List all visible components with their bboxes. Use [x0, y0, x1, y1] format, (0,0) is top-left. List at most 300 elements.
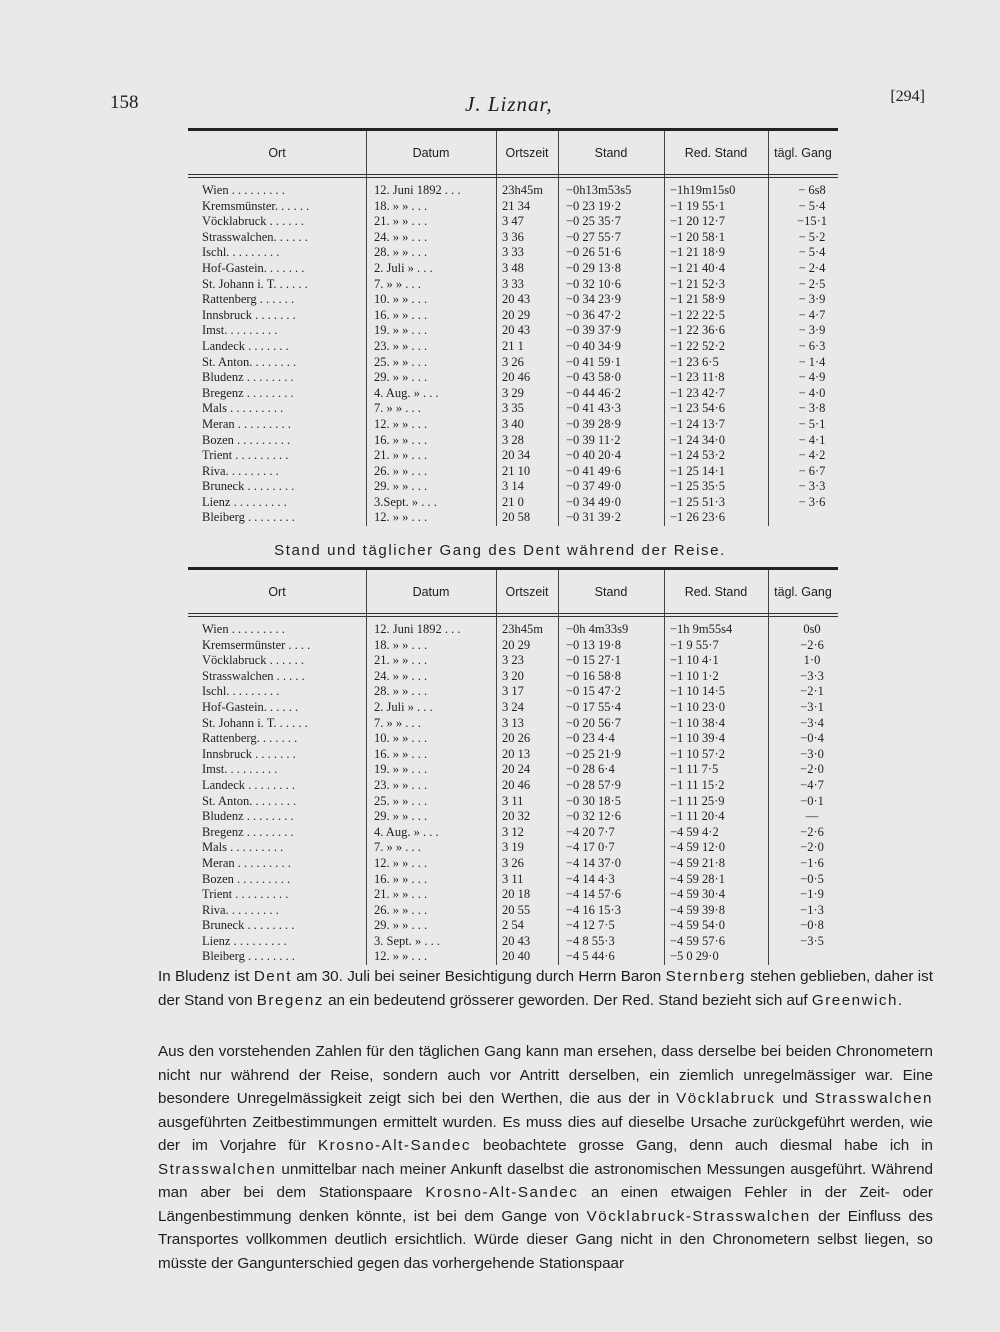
- table-cell: 21. » » . . .: [374, 214, 428, 229]
- table-cell: −0 31 39·2: [566, 510, 621, 525]
- column-header: tägl. Gang: [774, 146, 832, 160]
- column-rule: [366, 131, 367, 175]
- table-cell: −4 59 21·8: [670, 855, 725, 870]
- table-row: [188, 872, 838, 888]
- table-cell: −4 59 28·1: [670, 871, 725, 886]
- table-cell: − 4·7: [798, 307, 826, 322]
- table-cell: 20 29: [502, 637, 531, 652]
- page-number: 158: [110, 92, 139, 113]
- table-cell: Hof-Gastein. . . . . . .: [202, 260, 305, 275]
- table-cell: −4 12 7·5: [566, 918, 615, 933]
- table-cell: 7. » » . . .: [374, 276, 421, 291]
- table-cell: −1 21 58·9: [670, 292, 725, 307]
- table-cell: Imst. . . . . . . . .: [202, 762, 278, 777]
- column-header: Ortszeit: [505, 146, 549, 160]
- table-cell: Bregenz . . . . . . . .: [202, 385, 294, 400]
- table-cell: Lienz . . . . . . . . .: [202, 933, 287, 948]
- table-cell: −0 29 13·8: [566, 260, 621, 275]
- table-cell: −2·0: [800, 840, 824, 855]
- table-cell: Bruneck . . . . . . . .: [202, 479, 295, 494]
- table-cell: 29. » » . . .: [374, 479, 428, 494]
- table-cell: 29. » » . . .: [374, 918, 428, 933]
- table-cell: 3 28: [502, 432, 524, 447]
- table-cell: −0 41 49·6: [566, 463, 621, 478]
- table-cell: 21 0: [502, 494, 524, 509]
- table-row: [188, 809, 838, 825]
- table-cell: 29. » » . . .: [374, 809, 428, 824]
- table-cell: 3 29: [502, 385, 524, 400]
- table-cell: −2·0: [800, 762, 824, 777]
- table-cell: 3 20: [502, 668, 524, 683]
- table-cell: Bregenz . . . . . . . .: [202, 824, 294, 839]
- table-cell: −0 26 51·6: [566, 245, 621, 260]
- table-cell: St. Anton. . . . . . . .: [202, 793, 297, 808]
- table-row: [188, 386, 838, 402]
- table-cell: 23. » » . . .: [374, 777, 428, 792]
- table-cell: −0h13m53s5: [566, 183, 632, 197]
- table-cell: 3 26: [502, 354, 524, 369]
- table-cell: 28. » » . . .: [374, 245, 428, 260]
- table-cell: 3 17: [502, 684, 524, 699]
- column-header: Stand: [594, 585, 628, 599]
- table-cell: −1 10 1·2: [670, 668, 719, 683]
- table-cell: Hof-Gastein. . . . . .: [202, 699, 299, 714]
- spaced-name: Strasswalchen: [158, 1160, 277, 1178]
- table-row: [188, 887, 838, 903]
- table-cell: Riva. . . . . . . . .: [202, 902, 279, 917]
- table-cell: −4 59 54·0: [670, 918, 725, 933]
- table-row: [188, 308, 838, 324]
- table-cell: 12. » » . . .: [374, 949, 428, 964]
- table-row: [188, 448, 838, 464]
- table-cell: 20 40: [502, 949, 531, 964]
- table-row: [188, 292, 838, 308]
- text-run: der Einfluss des Transportes vollkommen deutlich ersichtlich. Würde dieser Gang nicht in den Chronometern selbst liegen, so müsste der Gangunterschied gegen das vorhergehende Stationspaar: [158, 1207, 933, 1272]
- table-cell: −3·0: [800, 746, 824, 761]
- table-cell: 20 13: [502, 746, 531, 761]
- table-cell: −3·1: [800, 699, 824, 714]
- column-header: Ort: [268, 585, 286, 599]
- table-cell: Mals . . . . . . . . .: [202, 401, 284, 416]
- table-cell: Bleiberg . . . . . . . .: [202, 949, 295, 964]
- table-cell: −0 28 57·9: [566, 777, 621, 792]
- table-row: [188, 653, 838, 669]
- table-cell: 20 32: [502, 809, 531, 824]
- table-cell: −0 28 6·4: [566, 762, 615, 777]
- table-cell: −4 59 30·4: [670, 887, 725, 902]
- text-run: In Bludenz ist: [158, 968, 254, 985]
- table-cell: −0·5: [800, 871, 824, 886]
- table-cell: − 6·7: [798, 463, 826, 478]
- table-cell: −1 9 55·7: [670, 637, 719, 652]
- spaced-name: Bregenz: [256, 991, 324, 1009]
- table-cell: −1·6: [800, 855, 824, 870]
- table-row: [188, 199, 838, 215]
- table-cell: −0 20 56·7: [566, 715, 621, 730]
- table-cell: 3 35: [502, 401, 524, 416]
- table-cell: −15·1: [797, 214, 827, 229]
- table-cell: −1 25 35·5: [670, 479, 725, 494]
- text-run: und: [775, 1090, 815, 1107]
- table-cell: Trient . . . . . . . . .: [202, 887, 289, 902]
- column-rule: [558, 570, 559, 614]
- table-cell: Meran . . . . . . . . .: [202, 855, 291, 870]
- table-cell: − 5·1: [798, 416, 826, 431]
- spaced-name: Vöcklabruck-Strasswalchen: [586, 1207, 811, 1225]
- table-cell: 3 48: [502, 260, 524, 275]
- table-row: [188, 370, 838, 386]
- table-cell: − 6s8: [798, 183, 826, 197]
- column-header: Stand: [594, 146, 628, 160]
- column-rule: [768, 131, 769, 175]
- table-cell: 10. » » . . .: [374, 292, 428, 307]
- column-rule: [366, 570, 367, 614]
- spaced-name: Strasswalchen: [814, 1090, 933, 1107]
- table-cell: −1 20 58·1: [670, 229, 725, 244]
- table-cell: Riva. . . . . . . . .: [202, 463, 279, 478]
- table-cell: 7. » » . . .: [374, 401, 421, 416]
- table-cell: —: [805, 809, 819, 824]
- table-cell: 20 29: [502, 307, 531, 322]
- table-cell: 21 10: [502, 463, 531, 478]
- table-cell: − 5·2: [798, 229, 826, 244]
- table-cell: 3 40: [502, 416, 524, 431]
- table-cell: 21. » » . . .: [374, 653, 428, 668]
- table-cell: 16. » » . . .: [374, 307, 428, 322]
- table-cell: −4 59 12·0: [670, 840, 725, 855]
- table-cell: Bludenz . . . . . . . .: [202, 370, 294, 385]
- table-dent-chronometer-2: [188, 567, 838, 965]
- table-cell: 19. » » . . .: [374, 762, 428, 777]
- table-cell: −0 15 27·1: [566, 653, 621, 668]
- table-cell: − 6·3: [798, 338, 826, 353]
- table-cell: −0 39 37·9: [566, 323, 621, 338]
- table-cell: −1 11 25·9: [670, 793, 725, 808]
- table-cell: Trient . . . . . . . . .: [202, 448, 289, 463]
- page-reference: [294]: [890, 88, 925, 105]
- table-cell: 3 47: [502, 214, 524, 229]
- table-cell: −0 30 18·5: [566, 793, 621, 808]
- table-cell: −0 25 35·7: [566, 214, 621, 229]
- table-row: [188, 949, 838, 965]
- paragraph-2: [158, 1040, 933, 1275]
- table-cell: 3 26: [502, 855, 524, 870]
- table-row: [188, 230, 838, 246]
- table-cell: −1 24 13·7: [670, 416, 725, 431]
- table-cell: −1·9: [800, 887, 824, 902]
- table-cell: Bleiberg . . . . . . . .: [202, 510, 295, 525]
- table-cell: −4 14 37·0: [566, 855, 621, 870]
- table-cell: −0 36 47·2: [566, 307, 621, 322]
- table-cell: −0·4: [800, 731, 824, 746]
- table-cell: −4 59 57·6: [670, 933, 725, 948]
- table-cell: −0 39 28·9: [566, 416, 621, 431]
- table-row: [188, 277, 838, 293]
- table-cell: −1 23 54·6: [670, 401, 725, 416]
- table-cell: Kremsermünster . . . .: [202, 637, 311, 652]
- table-cell: 2. Juli » . . .: [374, 699, 433, 714]
- table-cell: Mals . . . . . . . . .: [202, 840, 284, 855]
- table-cell: −0 43 58·0: [566, 370, 621, 385]
- table-cell: −0 34 23·9: [566, 292, 621, 307]
- spaced-name: Sternberg: [665, 968, 746, 985]
- table-cell: 23. » » . . .: [374, 338, 428, 353]
- table-cell: −1 25 14·1: [670, 463, 725, 478]
- table-cell: 10. » » . . .: [374, 731, 428, 746]
- table-dent-chronometer-1: [188, 128, 838, 526]
- table-cell: −0 13 19·8: [566, 637, 621, 652]
- table-cell: −2·1: [800, 684, 824, 699]
- table-cell: 16. » » . . .: [374, 432, 428, 447]
- table-cell: −0 32 12·6: [566, 809, 621, 824]
- table-cell: −4 14 4·3: [566, 871, 615, 886]
- table-cell: 2 54: [502, 918, 524, 933]
- table-cell: 21. » » . . .: [374, 448, 428, 463]
- table-cell: 21. » » . . .: [374, 887, 428, 902]
- table-cell: 20 58: [502, 510, 531, 525]
- table-header: [188, 128, 838, 175]
- table-cell: −1h19m15s0: [670, 183, 736, 197]
- table-cell: −0 32 10·6: [566, 276, 621, 291]
- table-cell: −0 41 59·1: [566, 354, 621, 369]
- table-cell: −1·3: [800, 902, 824, 917]
- column-rule: [664, 570, 665, 614]
- column-rule: [558, 131, 559, 175]
- table-cell: −0 23 19·2: [566, 198, 621, 213]
- table-row: [188, 840, 838, 856]
- table-cell: 26. » » . . .: [374, 902, 428, 917]
- table-cell: −4·7: [800, 777, 824, 792]
- text-run: .: [897, 991, 903, 1009]
- table-body: [188, 622, 838, 965]
- table-cell: 20 18: [502, 887, 531, 902]
- table-cell: −1 21 52·3: [670, 276, 725, 291]
- table-cell: −4 20 7·7: [566, 824, 615, 839]
- table-cell: 20 43: [502, 323, 531, 338]
- table-cell: Vöcklabruck . . . . . .: [202, 653, 305, 668]
- text-run: Aus den vorstehenden Zahlen für den täglichen Gang kann man ersehen, dass derselbe bei beiden Chronometern nicht nur während der Reise, sondern auch vor Antritt derselben, ein ziemlich unregelmässiger war. Eine besondere Unregelmässigkeit zeigt sich bei den Werthen, die aus der in: [158, 1043, 933, 1107]
- table-cell: −0 37 49·0: [566, 479, 621, 494]
- table-cell: Landeck . . . . . . .: [202, 338, 289, 353]
- table-row: [188, 495, 838, 511]
- table-cell: −0 44 46·2: [566, 385, 621, 400]
- table-cell: Vöcklabruck . . . . . .: [202, 214, 305, 229]
- table-row: [188, 716, 838, 732]
- table-cell: −1 25 51·3: [670, 494, 725, 509]
- table-cell: − 4·9: [798, 370, 826, 385]
- table-row: [188, 700, 838, 716]
- table-cell: −0h 4m33s9: [566, 622, 629, 636]
- column-header: Datum: [412, 585, 450, 599]
- column-rule: [496, 131, 497, 175]
- table-row: [188, 778, 838, 794]
- table-cell: −4 8 55·3: [566, 933, 615, 948]
- table-cell: −2·6: [800, 824, 824, 839]
- table-row: [188, 339, 838, 355]
- table-row: [188, 684, 838, 700]
- table-row: [188, 355, 838, 371]
- table-row: [188, 747, 838, 763]
- table-cell: −0 16 58·8: [566, 668, 621, 683]
- table-cell: −0 41 43·3: [566, 401, 621, 416]
- table-cell: −1 10 4·1: [670, 653, 719, 668]
- table-cell: 12. Juni 1892 . . .: [374, 622, 461, 636]
- table-body: [188, 183, 838, 526]
- column-header: Ortszeit: [505, 585, 549, 599]
- table-cell: −5 0 29·0: [670, 949, 719, 964]
- table-cell: −4 16 15·3: [566, 902, 621, 917]
- table-row: [188, 261, 838, 277]
- column-rule: [768, 570, 769, 614]
- table-cell: −4 17 0·7: [566, 840, 615, 855]
- table-row: [188, 622, 838, 638]
- table-cell: 3.Sept. » . . .: [374, 494, 437, 509]
- table-cell: 3 13: [502, 715, 524, 730]
- table-cell: 26. » » . . .: [374, 463, 428, 478]
- table-cell: − 3·9: [798, 292, 826, 307]
- table-cell: − 3·9: [798, 323, 826, 338]
- table-cell: −4 59 4·2: [670, 824, 719, 839]
- table-cell: −0·8: [800, 918, 824, 933]
- table-cell: −4 14 57·6: [566, 887, 621, 902]
- table-cell: St. Anton. . . . . . . .: [202, 354, 297, 369]
- table-row: [188, 794, 838, 810]
- text-run: an einen etwaigen Fehler in der Zeit- oder Längenbestimmung denken könnte, ist bei dem Gange von: [158, 1184, 933, 1225]
- header-rule: [188, 616, 838, 617]
- table-cell: −1h 9m55s4: [670, 622, 733, 636]
- table-cell: 28. » » . . .: [374, 684, 428, 699]
- table-cell: −1 24 53·2: [670, 448, 725, 463]
- table-cell: 24. » » . . .: [374, 229, 428, 244]
- table-cell: 12. Juni 1892 . . .: [374, 183, 461, 197]
- table-cell: −0 15 47·2: [566, 684, 621, 699]
- table-cell: − 1·4: [798, 354, 826, 369]
- table-cell: 20 43: [502, 292, 531, 307]
- table-cell: 12. » » . . .: [374, 416, 428, 431]
- table-cell: −1 22 22·5: [670, 307, 725, 322]
- table-cell: Bruneck . . . . . . . .: [202, 918, 295, 933]
- table-cell: 20 46: [502, 777, 531, 792]
- table-cell: − 4·0: [798, 385, 826, 400]
- table-cell: 3 12: [502, 824, 524, 839]
- table-cell: −0 40 34·9: [566, 338, 621, 353]
- column-header: Red. Stand: [684, 146, 748, 160]
- table-cell: Meran . . . . . . . . .: [202, 416, 291, 431]
- table-cell: 3 33: [502, 245, 524, 260]
- table-cell: − 5·4: [798, 198, 826, 213]
- table-cell: 4. Aug. » . . .: [374, 824, 439, 839]
- table-row: [188, 214, 838, 230]
- table-cell: Lienz . . . . . . . . .: [202, 494, 287, 509]
- table-cell: −1 20 12·7: [670, 214, 725, 229]
- table-cell: 3 36: [502, 229, 524, 244]
- table-cell: −1 23 11·8: [670, 370, 725, 385]
- table-cell: 20 34: [502, 448, 531, 463]
- table-cell: −0 39 11·2: [566, 432, 621, 447]
- table-cell: Rattenberg . . . . . .: [202, 292, 295, 307]
- table-cell: −3·3: [800, 668, 824, 683]
- table-cell: −0 27 55·7: [566, 229, 621, 244]
- table-cell: 4. Aug. » . . .: [374, 385, 439, 400]
- spaced-name: Vöcklabruck: [676, 1090, 776, 1107]
- table-cell: −0 17 55·4: [566, 699, 621, 714]
- table-cell: 18. » » . . .: [374, 637, 428, 652]
- text-run: beobachtete grosse Gang, denn auch diesmal habe ich in: [470, 1137, 933, 1154]
- table-cell: Ischl. . . . . . . . .: [202, 684, 280, 699]
- table-cell: 3. Sept. » . . .: [374, 933, 440, 948]
- table-cell: 7. » » . . .: [374, 715, 421, 730]
- table-cell: − 3·8: [798, 401, 826, 416]
- table-row: [188, 903, 838, 919]
- table-cell: 20 46: [502, 370, 531, 385]
- table-cell: −4 59 39·8: [670, 902, 725, 917]
- table-cell: 29. » » . . .: [374, 370, 428, 385]
- table-cell: 25. » » . . .: [374, 793, 428, 808]
- table-cell: 16. » » . . .: [374, 746, 428, 761]
- table-row: [188, 401, 838, 417]
- table-cell: 3 24: [502, 699, 524, 714]
- table-cell: St. Johann i. T. . . . . .: [202, 276, 308, 291]
- table-cell: 3 11: [502, 871, 524, 886]
- header-rule: [188, 177, 838, 178]
- running-author: J. Liznar,: [465, 92, 553, 116]
- table-cell: 12. » » . . .: [374, 510, 428, 525]
- table-cell: Innsbruck . . . . . . .: [202, 307, 296, 322]
- table-row: [188, 245, 838, 261]
- table-cell: −1 24 34·0: [670, 432, 725, 447]
- table-cell: −1 11 15·2: [670, 777, 725, 792]
- table-row: [188, 510, 838, 526]
- text-run: ausgeführten Zeitbestimmungen ermittelt wurden. Es muss dies auf dieselbe Ursache zurückgeführt werden, wie der im Vorjahre für: [158, 1113, 933, 1154]
- table-cell: −0 25 21·9: [566, 746, 621, 761]
- table-row: [188, 433, 838, 449]
- table-cell: 12. » » . . .: [374, 855, 428, 870]
- table-cell: Ischl. . . . . . . . .: [202, 245, 280, 260]
- spaced-name: Krosno-Alt-Sandec: [425, 1184, 579, 1201]
- text-run: am 30. Juli bei seiner Besichtigung durch Herrn Baron: [291, 968, 666, 985]
- table-cell: Kremsmünster. . . . . .: [202, 198, 310, 213]
- table-cell: 20 55: [502, 902, 531, 917]
- table-row: [188, 669, 838, 685]
- table-cell: −4 5 44·6: [566, 949, 615, 964]
- table-cell: 16. » » . . .: [374, 871, 428, 886]
- table-row: [188, 183, 838, 199]
- table-cell: −1 11 20·4: [670, 809, 725, 824]
- table-cell: 0s0: [803, 622, 821, 636]
- table-cell: − 3·3: [798, 479, 826, 494]
- table-cell: 3 19: [502, 840, 524, 855]
- table-cell: 18. » » . . .: [374, 198, 428, 213]
- text-run: stehen geblieben, daher ist der Stand von: [158, 968, 933, 1009]
- table-cell: −1 21 18·9: [670, 245, 725, 260]
- table-cell: −0 40 20·4: [566, 448, 621, 463]
- table-cell: −1 10 38·4: [670, 715, 725, 730]
- column-rule: [664, 131, 665, 175]
- table-cell: 20 26: [502, 731, 531, 746]
- table-header: [188, 567, 838, 614]
- table-cell: 3 23: [502, 653, 524, 668]
- table-cell: 3 14: [502, 479, 524, 494]
- table-cell: −2·6: [800, 637, 824, 652]
- page-header: [110, 88, 925, 122]
- table-cell: 25. » » . . .: [374, 354, 428, 369]
- text-run: unmittelbar nach meiner Ankunft daselbst die astronomischen Messungen ausgeführt. Während man aber bei dem Stationspaare: [158, 1160, 933, 1201]
- table-cell: 23h45m: [502, 183, 543, 197]
- table-cell: −1 19 55·1: [670, 198, 725, 213]
- table-cell: −1 21 40·4: [670, 260, 725, 275]
- table-cell: −1 26 23·6: [670, 510, 725, 525]
- spaced-name: Greenwich: [811, 991, 898, 1009]
